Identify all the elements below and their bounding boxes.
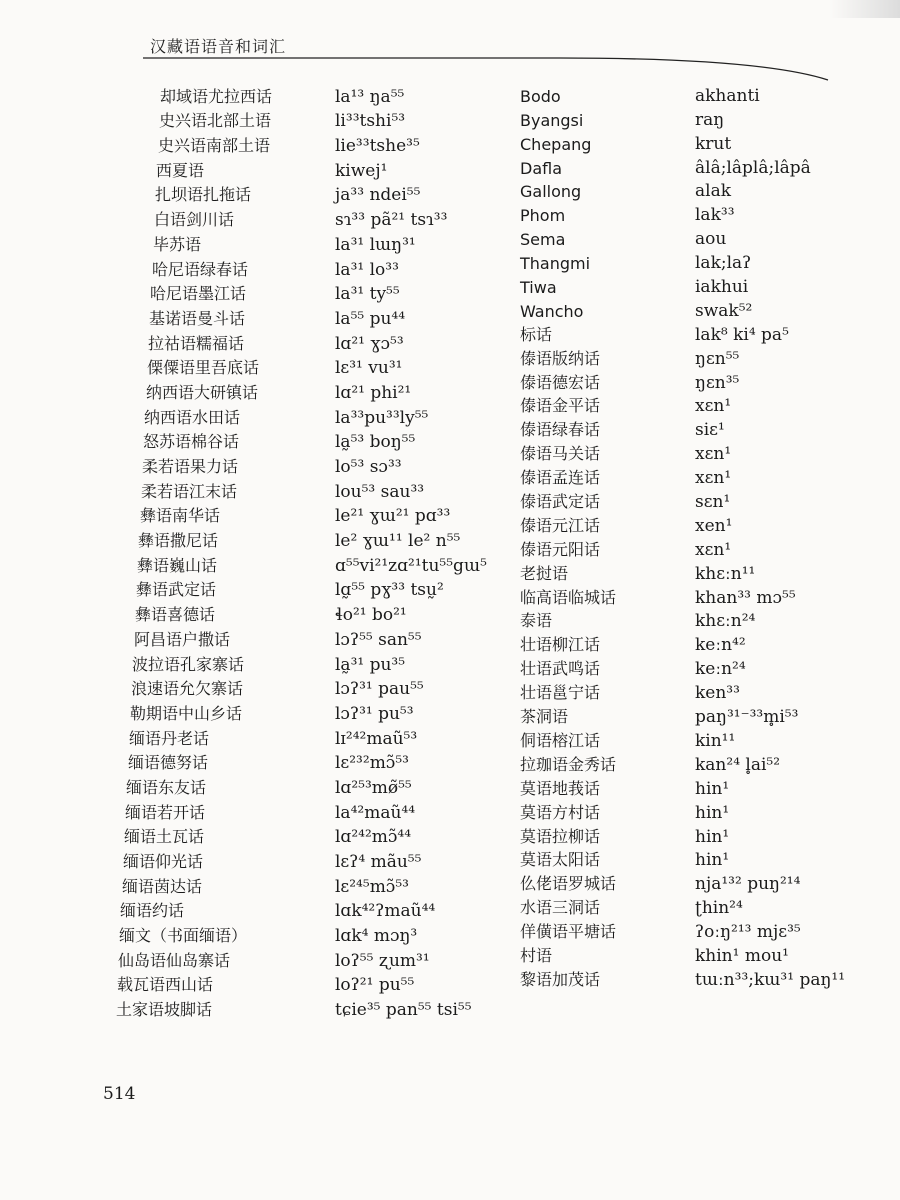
running-header: 汉藏语语音和词汇	[150, 37, 287, 56]
word-form: lɪ²⁴²maũ⁵³	[335, 728, 418, 749]
entry-row	[520, 130, 885, 154]
language-name: 临高语临城话	[520, 587, 617, 607]
language-name: 傣语金平话	[520, 396, 601, 416]
word-form: kan²⁴ l̥ai⁵²	[695, 754, 781, 775]
word-form: la³³pu³³ly⁵⁵	[335, 407, 429, 428]
entry-row	[137, 551, 525, 576]
language-name: 基诺语曼斗话	[149, 308, 246, 328]
language-name: 浪速语允欠寨话	[131, 679, 244, 699]
entry-row	[520, 369, 885, 393]
language-name: Thangmi	[520, 254, 591, 274]
language-name: 傈僳语里吾底话	[147, 358, 260, 378]
language-name: 傣语元阳话	[520, 539, 601, 559]
word-form: alak	[695, 181, 732, 202]
language-name: 西夏语	[156, 160, 205, 180]
word-form: lɔʔ³¹ pu⁵³	[335, 703, 414, 724]
word-form: lɑ²¹ phi²¹	[335, 382, 412, 403]
word-form: khɛːn²⁴	[695, 611, 756, 632]
word-form: lɑ̰⁵⁵ pɣ³³ tsṵ²	[335, 580, 444, 601]
word-form: lɛʔ⁴ mãu⁵⁵	[335, 852, 422, 872]
entry-row	[520, 727, 885, 751]
language-name: Phom	[520, 206, 566, 226]
word-form: la¹³ ŋa⁵⁵	[335, 86, 405, 107]
word-form: raŋ	[695, 109, 725, 130]
word-form: hin¹	[695, 850, 730, 871]
language-name: 标话	[520, 324, 553, 344]
word-form: lɑ²⁴²mɔ̃⁴⁴	[335, 827, 412, 848]
word-form: aou	[695, 229, 727, 250]
entry-row	[126, 773, 525, 798]
language-name: 黎语加茂话	[520, 969, 601, 989]
entry-row	[520, 894, 885, 918]
word-form: sɛn¹	[695, 492, 731, 513]
language-name: Wancho	[520, 301, 584, 321]
word-form: paŋ³¹⁻³³m̥i⁵³	[695, 707, 799, 728]
word-form: la³¹ lo³³	[335, 259, 399, 280]
entry-row	[520, 799, 885, 823]
word-form: la̰³¹ pu³⁵	[335, 654, 406, 675]
entry-row	[520, 225, 885, 249]
entry-row	[123, 847, 525, 872]
language-name: 傣语版纳话	[520, 348, 601, 368]
entry-row	[130, 699, 525, 724]
entry-row	[138, 526, 525, 551]
entry-row	[141, 477, 525, 502]
word-form: ŋɛn⁵⁵	[695, 348, 740, 369]
entry-row	[124, 823, 525, 848]
word-form: loʔ²¹ pu⁵⁵	[335, 975, 415, 996]
scan-edge-shadow	[830, 0, 900, 18]
language-name: 毕苏语	[153, 234, 202, 254]
entry-row	[143, 428, 525, 453]
entry-row	[520, 512, 885, 536]
language-name: 缅语德努话	[128, 753, 209, 773]
word-form: siɛ¹	[695, 420, 725, 441]
word-form: ʔoːŋ²¹³ mjɛ³⁵	[695, 922, 801, 943]
word-form: hin¹	[695, 802, 730, 823]
entry-row	[520, 847, 885, 871]
word-form: lɛ²³²mɔ̃⁵³	[335, 753, 409, 774]
word-form: khɛːn¹¹	[695, 563, 756, 584]
language-name: 缅语约话	[120, 901, 185, 921]
language-name: Tiwa	[520, 278, 557, 298]
entry-row	[132, 650, 525, 675]
word-form: âlâ;lâplâ;lâpâ	[695, 157, 811, 178]
language-name: 彝语巍山话	[137, 555, 218, 575]
entry-row	[159, 107, 525, 132]
entry-row	[520, 560, 885, 584]
entry-row	[122, 872, 525, 897]
word-form: lɛ³¹ vu³¹	[335, 358, 403, 379]
word-form: ʈhin²⁴	[695, 898, 743, 919]
language-name: 缅语若开话	[125, 802, 206, 822]
entry-row	[134, 625, 525, 650]
entry-row	[125, 798, 525, 823]
language-name: 缅语仰光话	[123, 852, 204, 871]
entry-row	[520, 870, 885, 894]
language-name: 壮语武鸣话	[520, 659, 601, 679]
language-name: 莫语拉柳话	[520, 826, 601, 846]
language-name: 怒苏语棉谷话	[143, 432, 240, 452]
word-form: khin¹ mou¹	[695, 945, 789, 966]
language-name: Byangsi	[520, 110, 584, 130]
language-name: Dafla	[520, 158, 563, 178]
entry-row	[520, 823, 885, 847]
language-name: 纳西语水田话	[144, 407, 241, 427]
word-form: xɛn¹	[695, 396, 732, 417]
entry-row	[520, 178, 885, 202]
entry-row	[520, 321, 885, 345]
entry-row	[520, 249, 885, 273]
language-name: 彝语武定话	[136, 580, 217, 600]
language-name: 扎坝语扎拖话	[155, 185, 252, 205]
entry-row	[131, 675, 525, 700]
language-name: 傣语孟连话	[520, 468, 601, 488]
entry-row	[128, 749, 525, 774]
word-form: ŋɛn³⁵	[695, 372, 740, 393]
entry-row	[147, 354, 525, 379]
word-form: la³¹ lɯŋ³¹	[335, 234, 416, 255]
language-name: 缅文（书面缅语）	[119, 926, 248, 946]
word-form: nja¹³² puŋ²¹⁴	[695, 874, 801, 895]
language-name: 勒期语中山乡话	[130, 703, 243, 723]
entry-row	[520, 942, 885, 966]
language-name: 哈尼语绿春话	[152, 259, 249, 279]
language-name: 村语	[520, 945, 553, 965]
entry-row	[117, 971, 525, 996]
entry-row	[520, 440, 885, 464]
language-name: 莫语方村话	[520, 802, 601, 822]
word-form: akhanti	[695, 85, 760, 106]
entry-row	[136, 576, 525, 601]
entry-row	[158, 131, 525, 156]
entry-row	[140, 502, 525, 527]
word-form: ɑ⁵⁵vi²¹zɑ²¹tu⁵⁵gɯ⁵	[335, 555, 487, 576]
word-form: xɛn¹	[695, 444, 732, 465]
word-form: lɔʔ⁵⁵ san⁵⁵	[335, 629, 422, 650]
entry-row	[520, 584, 885, 608]
word-form: li³³tshi⁵³	[335, 111, 406, 132]
left-column	[116, 82, 525, 1021]
language-name: 傣语马关话	[520, 444, 601, 464]
language-name: 傣语武定话	[520, 492, 601, 512]
entry-row	[149, 304, 525, 329]
language-name: 纳西语大研镇话	[146, 382, 259, 402]
word-form: khan³³ mɔ⁵⁵	[695, 587, 796, 608]
language-name: 柔若语江末话	[141, 481, 238, 501]
entry-row	[150, 280, 525, 305]
language-name: 傣语德宏话	[520, 372, 601, 392]
entry-row	[135, 600, 525, 625]
entry-row	[520, 393, 885, 417]
entry-row	[156, 156, 525, 181]
language-name: Chepang	[520, 134, 592, 154]
language-name: 彝语撒尼话	[138, 531, 219, 551]
word-form: la³¹ ty⁵⁵	[335, 284, 400, 305]
entry-row	[120, 897, 525, 922]
language-name: 白语剑川话	[154, 210, 235, 230]
entry-row	[520, 464, 885, 488]
word-form: hin¹	[695, 778, 730, 799]
entry-row	[520, 297, 885, 321]
entry-row	[152, 255, 525, 280]
entry-row	[520, 416, 885, 440]
word-form: lɑk⁴²ʔmaũ⁴⁴	[335, 901, 436, 922]
entry-row	[119, 921, 525, 946]
language-name: 却域语尤拉西话	[160, 86, 273, 106]
entry-row	[520, 631, 885, 655]
word-form: la̰⁵³ boŋ⁵⁵	[335, 432, 416, 453]
language-name: 彝语喜德话	[135, 605, 216, 625]
word-form: xɛn¹	[695, 539, 732, 560]
language-name: Sema	[520, 230, 566, 250]
entry-row	[154, 205, 525, 230]
word-form: lɑk⁴ mɔŋ³	[335, 926, 418, 947]
language-name: 佯僙语平塘话	[520, 922, 617, 942]
word-form: ja³³ ndei⁵⁵	[335, 185, 421, 206]
language-name: 拉祜语糯福话	[148, 333, 245, 353]
language-name: 阿昌语户撒话	[134, 629, 231, 649]
language-name: Bodo	[520, 86, 561, 106]
word-form: xɛn¹	[695, 468, 732, 489]
entry-row	[520, 966, 885, 990]
word-form: swak⁵²	[695, 300, 753, 321]
word-form: lie³³tshe³⁵	[335, 136, 420, 157]
entry-row	[520, 918, 885, 942]
entry-row	[520, 536, 885, 560]
word-form: ɬo²¹ bo²¹	[335, 605, 407, 626]
entry-row	[520, 106, 885, 130]
word-form: keːn⁴²	[695, 635, 746, 656]
word-form: le²¹ ɣɯ²¹ pɑ³³	[335, 506, 451, 527]
language-name: 仫佬语罗城话	[520, 874, 617, 894]
entry-row	[144, 403, 525, 428]
entry-row	[520, 82, 885, 106]
language-name: 土家语坡脚话	[116, 1000, 213, 1020]
word-form: iakhui	[695, 277, 749, 298]
word-form: lɑ²¹ ɣɔ⁵³	[335, 333, 404, 354]
entry-row	[520, 608, 885, 632]
entry-row	[520, 679, 885, 703]
entry-row	[520, 488, 885, 512]
word-form: la⁵⁵ pu⁴⁴	[335, 308, 406, 329]
entry-row	[520, 273, 885, 297]
language-name: 史兴语北部土语	[159, 111, 272, 131]
word-form: hin¹	[695, 826, 730, 847]
word-form: kin¹¹	[695, 730, 736, 751]
language-name: 缅语土瓦话	[124, 827, 205, 847]
language-name: 史兴语南部土语	[158, 136, 271, 156]
word-form: sɿ³³ pã²¹ tsɿ³³	[335, 210, 448, 231]
entry-row	[520, 775, 885, 799]
word-form: la⁴²maũ⁴⁴	[335, 802, 416, 823]
language-name: 缅语茵达话	[122, 876, 203, 896]
word-form: lak;laʔ	[695, 253, 752, 274]
entry-row	[520, 345, 885, 369]
page-number: 514	[103, 1084, 136, 1104]
entry-row	[520, 703, 885, 727]
language-name: 柔若语果力话	[142, 457, 239, 476]
word-form: xen¹	[695, 515, 733, 536]
entry-row	[155, 181, 525, 206]
word-form: tɯːn³³;kɯ³¹ paŋ¹¹	[695, 969, 846, 990]
entry-row	[520, 201, 885, 225]
language-name: 缅语丹老话	[129, 728, 210, 748]
word-form: ken³³	[695, 683, 740, 704]
language-name: 仙岛语仙岛寨话	[118, 950, 231, 970]
word-form: le² ɣɯ¹¹ le² n⁵⁵	[335, 531, 461, 552]
word-form: krut	[695, 133, 732, 154]
language-name: Gallong	[520, 182, 582, 202]
word-form: lɑ²⁵³mø̃⁵⁵	[335, 777, 412, 798]
entry-row	[520, 751, 885, 775]
language-name: 波拉语孔家寨话	[132, 654, 245, 674]
entry-row	[520, 655, 885, 679]
entry-row	[520, 154, 885, 178]
word-form: tɕie³⁵ pan⁵⁵ tsi⁵⁵	[335, 1000, 472, 1021]
language-name: 彝语南华话	[140, 506, 221, 526]
language-name: 拉珈语金秀话	[520, 754, 617, 774]
language-name: 水语三洞话	[520, 898, 601, 918]
language-name: 壮语邕宁话	[520, 683, 601, 703]
word-form: lo⁵³ sɔ³³	[335, 457, 402, 477]
word-form: lou⁵³ sau³³	[335, 481, 425, 502]
language-name: 莫语太阳话	[520, 850, 601, 870]
entry-row	[129, 724, 525, 749]
word-form: lɛ²⁴⁵mɔ̃⁵³	[335, 876, 409, 897]
word-form: kiwej¹	[335, 160, 388, 181]
language-name: 傣语元江话	[520, 515, 601, 535]
language-name: 茶洞语	[520, 707, 569, 727]
language-name: 傣语绿春话	[520, 420, 601, 440]
language-name: 载瓦语西山话	[117, 975, 214, 995]
entry-row	[116, 995, 525, 1020]
word-form: lɔʔ³¹ pau⁵⁵	[335, 679, 424, 700]
entry-row	[118, 946, 525, 971]
word-form: loʔ⁵⁵ ʐum³¹	[335, 950, 430, 971]
entry-row	[153, 230, 525, 255]
language-name: 莫语地莪话	[520, 778, 601, 798]
word-form: lak⁸ ki⁴ pa⁵	[695, 324, 789, 345]
language-name: 缅语东友话	[126, 777, 207, 797]
word-form: lak³³	[695, 205, 735, 226]
language-name: 哈尼语墨江话	[150, 284, 247, 304]
word-form: keːn²⁴	[695, 659, 746, 680]
language-name: 老挝语	[520, 563, 569, 583]
language-name: 泰语	[520, 611, 553, 631]
entry-row	[160, 82, 525, 107]
language-name: 侗语榕江话	[520, 730, 601, 750]
entry-row	[148, 329, 525, 354]
right-column	[520, 82, 885, 990]
entry-row	[146, 378, 525, 403]
language-name: 壮语柳江话	[520, 635, 601, 655]
entry-row	[142, 452, 525, 477]
